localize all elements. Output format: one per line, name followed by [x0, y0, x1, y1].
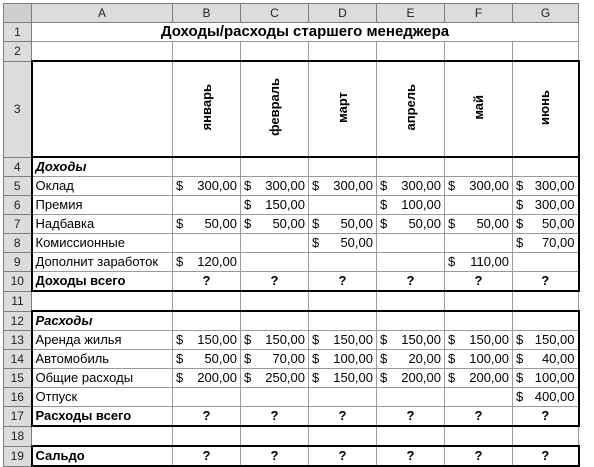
row-header[interactable]: 9: [4, 253, 32, 272]
amount: 50,00: [272, 216, 305, 231]
value-cell[interactable]: [377, 331, 445, 350]
currency-symbol: $: [312, 370, 320, 385]
currency-symbol: $: [516, 370, 524, 385]
currency-symbol: $: [380, 178, 388, 193]
currency-value: [244, 197, 305, 213]
value-cell[interactable]: [173, 177, 241, 196]
value-cell[interactable]: [513, 177, 579, 196]
column-header-b[interactable]: B: [173, 4, 241, 23]
sheet-row: [4, 426, 579, 446]
total-value-cell[interactable]: ?: [309, 407, 377, 427]
value-cell[interactable]: [241, 350, 309, 369]
row-label[interactable]: Автомобиль: [32, 350, 173, 369]
value-cell[interactable]: [445, 388, 513, 407]
amount: 300,00: [534, 178, 575, 193]
value-cell[interactable]: [513, 331, 579, 350]
value-cell[interactable]: [513, 234, 579, 253]
currency-symbol: $: [380, 332, 388, 347]
currency-value: [312, 235, 373, 251]
cell[interactable]: [173, 426, 241, 446]
amount: 150,00: [534, 332, 575, 347]
value-cell[interactable]: [241, 331, 309, 350]
currency-symbol: $: [448, 370, 456, 385]
total-value-cell[interactable]: ?: [377, 407, 445, 427]
value-cell[interactable]: [445, 253, 513, 272]
balance-value-cell[interactable]: ?: [309, 446, 377, 466]
cell[interactable]: [309, 311, 377, 331]
currency-symbol: $: [516, 389, 524, 404]
value-cell[interactable]: [173, 369, 241, 388]
currency-symbol: $: [244, 351, 252, 366]
row-header[interactable]: 14: [4, 350, 32, 369]
total-value-cell[interactable]: ?: [173, 407, 241, 427]
value-cell[interactable]: [377, 350, 445, 369]
value-cell[interactable]: [513, 369, 579, 388]
currency-symbol: $: [244, 216, 252, 231]
value-cell[interactable]: [513, 388, 579, 407]
currency-symbol: $: [244, 370, 252, 385]
currency-value: [516, 216, 575, 232]
value-cell[interactable]: [445, 331, 513, 350]
currency-value: [176, 370, 237, 386]
row-header[interactable]: 1: [4, 23, 32, 42]
cell[interactable]: [377, 157, 445, 177]
sheet-row: [4, 42, 579, 62]
value-cell[interactable]: [241, 177, 309, 196]
month-header-cell[interactable]: [513, 61, 579, 157]
sheet-row: [4, 196, 579, 215]
amount: 200,00: [197, 370, 237, 385]
value-cell[interactable]: [377, 369, 445, 388]
amount: 100,00: [401, 197, 441, 212]
currency-value: [244, 178, 305, 194]
month-header-cell[interactable]: [377, 61, 445, 157]
currency-value: [244, 332, 305, 348]
value-cell[interactable]: [445, 234, 513, 253]
currency-value: [448, 370, 509, 386]
row-label[interactable]: Отпуск: [32, 388, 173, 407]
currency-symbol: $: [244, 332, 252, 347]
amount: 50,00: [204, 351, 237, 366]
cell[interactable]: [173, 311, 241, 331]
currency-symbol: $: [516, 235, 524, 250]
amount: 40,00: [541, 351, 575, 366]
cell[interactable]: [241, 157, 309, 177]
currency-value: [516, 351, 575, 367]
value-cell[interactable]: [377, 253, 445, 272]
section-label[interactable]: Доходы: [32, 157, 173, 177]
currency-value: [312, 351, 373, 367]
amount: 150,00: [401, 332, 441, 347]
currency-value: [380, 197, 441, 213]
sheet-title[interactable]: Доходы/расходы старшего менеджера: [32, 23, 579, 42]
value-cell[interactable]: [241, 388, 309, 407]
row-header[interactable]: 16: [4, 388, 32, 407]
currency-symbol: $: [176, 351, 184, 366]
value-cell[interactable]: [377, 177, 445, 196]
currency-symbol: $: [516, 178, 524, 193]
value-cell[interactable]: [241, 196, 309, 215]
cell[interactable]: [309, 426, 377, 446]
value-cell[interactable]: [173, 331, 241, 350]
currency-symbol: $: [516, 216, 524, 231]
value-cell[interactable]: [309, 350, 377, 369]
column-header-row: [4, 4, 579, 23]
month-label: июнь: [537, 89, 553, 125]
currency-value: [244, 351, 305, 367]
cell[interactable]: [309, 157, 377, 177]
value-cell[interactable]: [309, 331, 377, 350]
value-cell[interactable]: [241, 215, 309, 234]
total-value-cell[interactable]: ?: [241, 272, 309, 292]
value-cell[interactable]: [309, 196, 377, 215]
amount: 200,00: [469, 370, 509, 385]
amount: 300,00: [333, 178, 373, 193]
cell[interactable]: [241, 291, 309, 311]
currency-symbol: $: [312, 351, 320, 366]
currency-symbol: $: [516, 332, 524, 347]
currency-value: [380, 370, 441, 386]
sheet-row: [4, 23, 579, 42]
cell[interactable]: [377, 291, 445, 311]
currency-value: [176, 178, 237, 194]
sheet-row: [4, 388, 579, 407]
currency-value: [516, 178, 575, 194]
value-cell[interactable]: [445, 369, 513, 388]
cell[interactable]: [513, 42, 579, 62]
cell[interactable]: [32, 61, 173, 157]
currency-value: [312, 178, 373, 194]
month-label: март: [334, 91, 350, 123]
amount: 100,00: [469, 351, 509, 366]
cell[interactable]: [377, 311, 445, 331]
row-label[interactable]: Аренда жилья: [32, 331, 173, 350]
balance-value-cell[interactable]: ?: [445, 446, 513, 466]
total-value-cell[interactable]: ?: [513, 407, 579, 427]
currency-value: [244, 216, 305, 232]
currency-symbol: $: [380, 370, 388, 385]
currency-symbol: $: [380, 197, 388, 212]
row-header[interactable]: 3: [4, 61, 32, 157]
select-all-corner[interactable]: [4, 4, 32, 23]
cell[interactable]: [445, 311, 513, 331]
currency-symbol: $: [448, 351, 456, 366]
month-header-cell[interactable]: [445, 61, 513, 157]
total-value-cell[interactable]: ?: [309, 272, 377, 292]
sheet-row: [4, 350, 579, 369]
amount: 300,00: [197, 178, 237, 193]
amount: 300,00: [534, 197, 575, 212]
month-label: апрель: [402, 83, 418, 131]
amount: 150,00: [333, 332, 373, 347]
total-label[interactable]: Доходы всего: [32, 272, 173, 292]
month-header-cell[interactable]: [309, 61, 377, 157]
value-cell[interactable]: [513, 196, 579, 215]
currency-symbol: $: [244, 178, 252, 193]
amount: 300,00: [469, 178, 509, 193]
sheet-row: [4, 177, 579, 196]
currency-value: [380, 351, 441, 367]
currency-symbol: $: [448, 178, 456, 193]
row-header[interactable]: 7: [4, 215, 32, 234]
total-value-cell[interactable]: ?: [377, 272, 445, 292]
row-header[interactable]: 17: [4, 407, 32, 427]
value-cell[interactable]: [377, 388, 445, 407]
currency-value: [176, 332, 237, 348]
currency-value: [312, 332, 373, 348]
currency-symbol: $: [244, 197, 252, 212]
currency-symbol: $: [312, 332, 320, 347]
amount: 150,00: [469, 332, 509, 347]
value-cell[interactable]: [445, 196, 513, 215]
amount: 110,00: [470, 254, 509, 269]
sheet-row: [4, 234, 579, 253]
currency-symbol: $: [312, 178, 320, 193]
month-label: май: [470, 94, 486, 120]
month-label: февраль: [266, 78, 282, 136]
value-cell[interactable]: [241, 369, 309, 388]
total-value-cell[interactable]: ?: [241, 407, 309, 427]
sheet-row: [4, 61, 579, 157]
sheet-row: [4, 272, 579, 292]
cell[interactable]: [445, 291, 513, 311]
total-value-cell[interactable]: ?: [445, 272, 513, 292]
month-header-cell[interactable]: [173, 61, 241, 157]
cell[interactable]: [241, 42, 309, 62]
currency-value: [244, 370, 305, 386]
row-header[interactable]: 12: [4, 311, 32, 331]
sheet-row: [4, 407, 579, 427]
spreadsheet[interactable]: [3, 3, 580, 467]
cell[interactable]: [445, 426, 513, 446]
currency-value: [448, 178, 509, 194]
cell[interactable]: [513, 426, 579, 446]
row-label[interactable]: Комиссионные: [32, 234, 173, 253]
currency-symbol: $: [448, 332, 456, 347]
amount: 150,00: [333, 370, 373, 385]
value-cell[interactable]: [377, 215, 445, 234]
amount: 300,00: [401, 178, 441, 193]
currency-value: [516, 235, 575, 251]
row-header[interactable]: 6: [4, 196, 32, 215]
currency-value: [448, 332, 509, 348]
amount: 50,00: [476, 216, 509, 231]
amount: 50,00: [204, 216, 237, 231]
amount: 70,00: [541, 235, 575, 250]
currency-value: [176, 254, 237, 270]
currency-symbol: $: [176, 178, 184, 193]
value-cell[interactable]: [241, 234, 309, 253]
row-header[interactable]: 2: [4, 42, 32, 62]
currency-value: [516, 389, 575, 405]
row-header[interactable]: 8: [4, 234, 32, 253]
value-cell[interactable]: [173, 253, 241, 272]
value-cell[interactable]: [377, 234, 445, 253]
currency-symbol: $: [516, 351, 524, 366]
currency-value: [380, 332, 441, 348]
section-label[interactable]: Расходы: [32, 311, 173, 331]
row-header[interactable]: 4: [4, 157, 32, 177]
row-label[interactable]: Оклад: [32, 177, 173, 196]
row-label[interactable]: Премия: [32, 196, 173, 215]
currency-symbol: $: [380, 351, 388, 366]
balance-value-cell[interactable]: ?: [241, 446, 309, 466]
balance-label[interactable]: Сальдо: [32, 446, 173, 466]
currency-symbol: $: [176, 370, 184, 385]
currency-symbol: $: [516, 197, 524, 212]
total-value-cell[interactable]: ?: [173, 272, 241, 292]
row-header[interactable]: 19: [4, 446, 32, 466]
value-cell[interactable]: [513, 215, 579, 234]
currency-symbol: $: [312, 216, 320, 231]
cell[interactable]: [241, 311, 309, 331]
cell[interactable]: [32, 291, 173, 311]
currency-value: [176, 351, 237, 367]
currency-value: [448, 216, 509, 232]
amount: 70,00: [272, 351, 305, 366]
cell[interactable]: [445, 157, 513, 177]
month-label: январь: [198, 83, 214, 131]
currency-symbol: $: [312, 235, 320, 250]
cell[interactable]: [309, 42, 377, 62]
currency-value: [380, 178, 441, 194]
value-cell[interactable]: [445, 350, 513, 369]
value-cell[interactable]: [513, 350, 579, 369]
currency-symbol: $: [176, 254, 184, 269]
value-cell[interactable]: [173, 196, 241, 215]
cell[interactable]: [513, 291, 579, 311]
cell[interactable]: [32, 426, 173, 446]
value-cell[interactable]: [445, 177, 513, 196]
sheet-row: [4, 446, 579, 466]
total-value-cell[interactable]: ?: [513, 272, 579, 292]
column-header-e[interactable]: E: [377, 4, 445, 23]
currency-symbol: $: [448, 216, 456, 231]
amount: 250,00: [265, 370, 305, 385]
column-header-c[interactable]: C: [241, 4, 309, 23]
amount: 100,00: [333, 351, 373, 366]
cell[interactable]: [173, 42, 241, 62]
row-header[interactable]: 18: [4, 426, 32, 446]
currency-value: [516, 332, 575, 348]
value-cell[interactable]: [309, 253, 377, 272]
currency-value: [312, 370, 373, 386]
currency-value: [312, 216, 373, 232]
sheet-row: [4, 311, 579, 331]
cell[interactable]: [241, 426, 309, 446]
sheet-row: [4, 157, 579, 177]
sheet-row: [4, 215, 579, 234]
value-cell[interactable]: [513, 253, 579, 272]
currency-value: [176, 216, 237, 232]
value-cell[interactable]: [377, 196, 445, 215]
amount: 100,00: [534, 370, 575, 385]
sheet-row: [4, 253, 579, 272]
balance-value-cell[interactable]: ?: [377, 446, 445, 466]
sheet-row: [4, 331, 579, 350]
column-header-f[interactable]: F: [445, 4, 513, 23]
cell[interactable]: [445, 42, 513, 62]
cell[interactable]: [377, 426, 445, 446]
value-cell[interactable]: [173, 215, 241, 234]
currency-value: [380, 216, 441, 232]
row-header[interactable]: 10: [4, 272, 32, 292]
value-cell[interactable]: [173, 234, 241, 253]
currency-symbol: $: [380, 216, 388, 231]
value-cell[interactable]: [309, 388, 377, 407]
cell[interactable]: [377, 42, 445, 62]
cell[interactable]: [32, 42, 173, 62]
sheet-row: [4, 369, 579, 388]
row-header[interactable]: 11: [4, 291, 32, 311]
cell[interactable]: [513, 311, 579, 331]
amount: 150,00: [197, 332, 237, 347]
column-header-g[interactable]: G: [513, 4, 579, 23]
currency-value: [516, 370, 575, 386]
currency-symbol: $: [176, 332, 184, 347]
amount: 50,00: [340, 235, 373, 250]
currency-value: [516, 197, 575, 213]
value-cell[interactable]: [241, 253, 309, 272]
amount: 120,00: [197, 254, 237, 269]
month-header-cell[interactable]: [241, 61, 309, 157]
total-value-cell[interactable]: ?: [445, 407, 513, 427]
balance-value-cell[interactable]: ?: [513, 446, 579, 466]
balance-value-cell[interactable]: ?: [173, 446, 241, 466]
value-cell[interactable]: [309, 234, 377, 253]
amount: 400,00: [534, 389, 575, 404]
cell[interactable]: [173, 157, 241, 177]
amount: 200,00: [401, 370, 441, 385]
cell[interactable]: [309, 291, 377, 311]
row-header[interactable]: 13: [4, 331, 32, 350]
value-cell[interactable]: [309, 215, 377, 234]
row-label[interactable]: Надбавка: [32, 215, 173, 234]
column-header-d[interactable]: D: [309, 4, 377, 23]
amount: 50,00: [340, 216, 373, 231]
amount: 150,00: [265, 197, 305, 212]
row-header[interactable]: 15: [4, 369, 32, 388]
value-cell[interactable]: [309, 369, 377, 388]
value-cell[interactable]: [173, 388, 241, 407]
row-header[interactable]: 5: [4, 177, 32, 196]
currency-symbol: $: [448, 254, 456, 269]
value-cell[interactable]: [309, 177, 377, 196]
sheet-row: [4, 291, 579, 311]
amount: 300,00: [265, 178, 305, 193]
amount: 150,00: [265, 332, 305, 347]
total-label[interactable]: Расходы всего: [32, 407, 173, 427]
value-cell[interactable]: [445, 215, 513, 234]
cell[interactable]: [513, 157, 579, 177]
amount: 20,00: [408, 351, 441, 366]
currency-value: [448, 351, 509, 367]
column-header-a[interactable]: A: [32, 4, 173, 23]
row-label[interactable]: Дополнит заработок: [32, 253, 173, 272]
amount: 50,00: [408, 216, 441, 231]
currency-symbol: $: [176, 216, 184, 231]
amount: 50,00: [541, 216, 575, 231]
cell[interactable]: [173, 291, 241, 311]
currency-value: [448, 254, 509, 270]
value-cell[interactable]: [173, 350, 241, 369]
row-label[interactable]: Общие расходы: [32, 369, 173, 388]
